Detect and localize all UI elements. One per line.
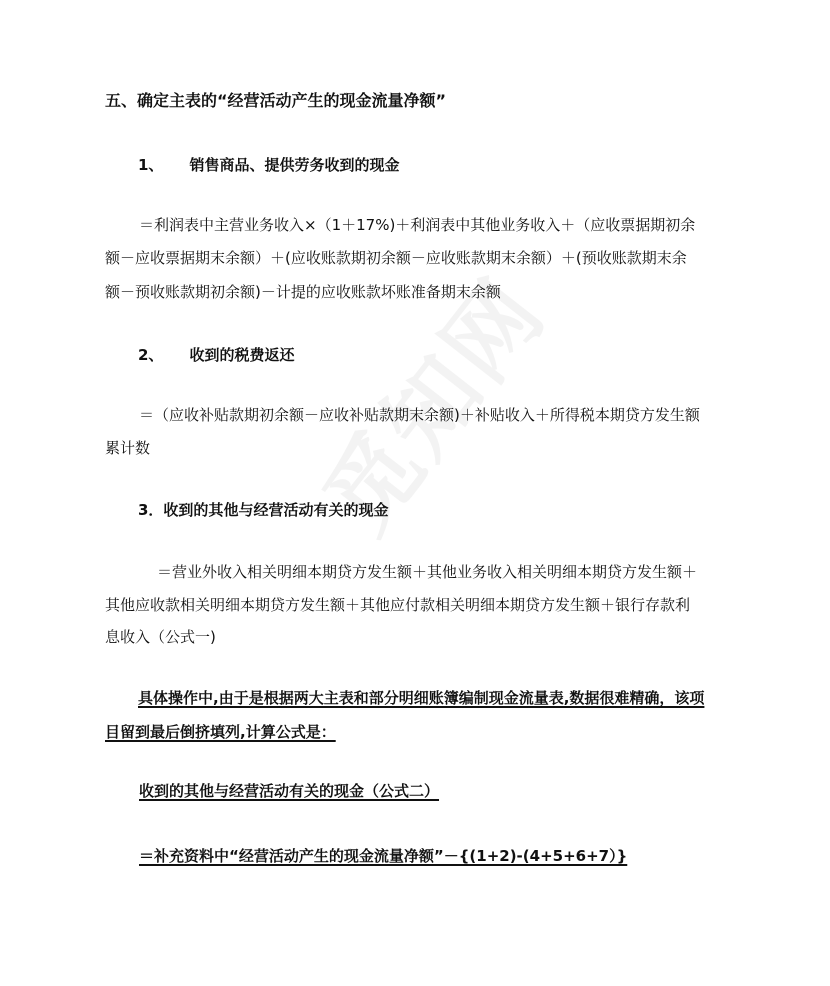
section-3-body-line-3: 息收入（公式一) [105,628,216,646]
section-1-body-line-1: ＝利润表中主营业务收入×（1＋17%)＋利润表中其他业务收入＋（应收票据期初余 [139,216,696,234]
operation-note-line-1: 具体操作中,由于是根据两大主表和部分明细账簿编制现金流量表,数据很难精确，该项 [138,689,705,707]
operation-note-line-2: 目留到最后倒挤填列,计算公式是： [105,723,336,741]
section-2-title-text: 收到的税费返还 [189,346,295,364]
section-2-body-line-2: 累计数 [105,439,151,457]
section-1-number: 1、 [138,156,164,174]
section-2-body-line-1: ＝（应收补贴款期初余额－应收补贴款期末余额)＋补贴收入＋所得税本期贷方发生额 [139,406,700,424]
section-3-body-line-2: 其他应收款相关明细本期贷方发生额＋其他应付款相关明细本期贷方发生额＋银行存款利 [105,596,691,614]
section-3-body-line-1: ＝营业外收入相关明细本期贷方发生额＋其他业务收入相关明细本期贷方发生额＋ [157,563,698,581]
section-3-title: 3．收到的其他与经营活动有关的现金 [138,501,389,519]
section-2-title [138,345,294,365]
section-1-body-line-2: 额－应收票据期末余额）＋(应收账款期初余额－应收账款期末余额）＋(预收账款期末余 [105,249,687,267]
section-1-title [138,155,399,175]
formula-2-body: ＝补充资料中“经营活动产生的现金流量净额”－{(1+2)-(4+5+6+7）} [139,847,628,865]
section-1-title-text: 销售商品、提供劳务收到的现金 [189,156,400,174]
section-2-number: 2、 [138,346,164,364]
formula-2-title: 收到的其他与经营活动有关的现金（公式二） [139,782,440,800]
section-heading: 五、确定主表的“经营活动产生的现金流量净额” [105,91,447,110]
section-1-body-line-3: 额－预收账款期初余额)－计提的应收账款坏账准备期末余额 [105,283,501,301]
